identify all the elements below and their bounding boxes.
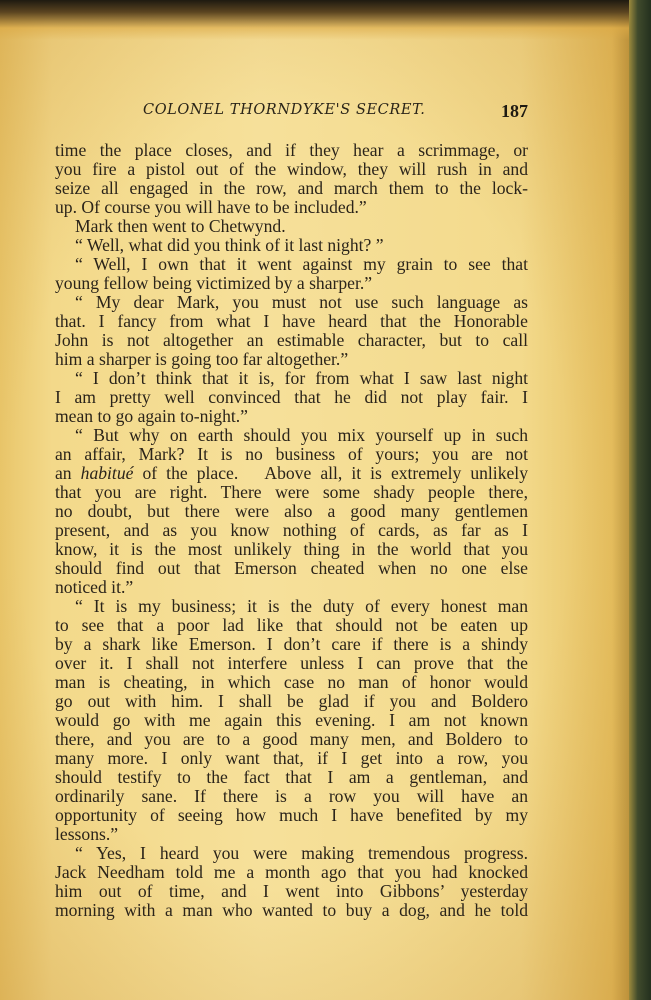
text-line: John is not altogether an estimable character, but to call bbox=[55, 330, 528, 350]
text-fragment: an bbox=[55, 463, 81, 483]
book-binding-edge bbox=[629, 0, 651, 1000]
text-line: “ Well, what did you think of it last night? ” bbox=[75, 235, 384, 255]
text-line: up. Of course you will have to be included.” bbox=[55, 197, 367, 217]
body-text bbox=[55, 141, 528, 920]
page-number: 187 bbox=[501, 101, 528, 121]
text-line: should testify to the fact that I am a gentleman, and bbox=[55, 767, 528, 787]
text-line: young fellow being victimized by a sharper.” bbox=[55, 273, 373, 293]
text-line: him out of time, and I went into Gibbons’ yesterday bbox=[55, 881, 528, 901]
text-line: man is cheating, in which case no man of honor would bbox=[55, 672, 528, 692]
text-line: to see that a poor lad like that should not be eaten up bbox=[55, 615, 528, 635]
text-line: by a shark like Emerson. I don’t care if there is a shindy bbox=[55, 634, 528, 654]
text-line: many more. I only want that, if I get into a row, you bbox=[55, 748, 528, 768]
text-line: should find out that Emerson cheated when no one else bbox=[55, 558, 528, 578]
text-line: Jack Needham told me a month ago that you had knocked bbox=[55, 862, 528, 882]
text-line: “ Well, I own that it went against my grain to see that bbox=[75, 254, 528, 274]
text-line: ordinarily sane. If there is a row you will have an bbox=[55, 786, 528, 806]
text-line: seize all engaged in the row, and march them to the lock- bbox=[55, 178, 528, 198]
running-title: COLONEL THORNDYKE'S SECRET. bbox=[143, 102, 426, 118]
text-line: go out with him. I shall be glad if you and Boldero bbox=[55, 691, 528, 711]
text-line: I am pretty well convinced that he did not play fair. I bbox=[55, 387, 528, 407]
text-line: Mark then went to Chetwynd. bbox=[75, 216, 286, 236]
text-line: opportunity of seeing how much I have benefited by my bbox=[55, 805, 528, 825]
text-line: there, and you are to a good many men, and Boldero to bbox=[55, 729, 528, 749]
text-line: over it. I shall not interfere unless I can prove that the bbox=[55, 653, 528, 673]
text-line: would go with me again this evening. I am not known bbox=[55, 710, 528, 730]
text-line: present, and as you know nothing of cards, as far as I bbox=[55, 520, 528, 540]
text-line: you fire a pistol out of the window, they will rush in and bbox=[55, 159, 528, 179]
text-line: that. I fancy from what I have heard that the Honorable bbox=[55, 311, 528, 331]
text-line: “ My dear Mark, you must not use such language as bbox=[75, 292, 528, 312]
text-line: morning with a man who wanted to buy a dog, and he told bbox=[55, 900, 528, 920]
text-line: time the place closes, and if they hear a scrimmage, or bbox=[55, 140, 528, 160]
text-line: an affair, Mark? It is no business of yours; you are not bbox=[55, 444, 528, 464]
text-line: noticed it.” bbox=[55, 577, 134, 597]
text-line: “ Yes, I heard you were making tremendous progress. bbox=[75, 843, 528, 863]
text-line: “ But why on earth should you mix yourself up in such bbox=[75, 425, 528, 445]
text-line: “ It is my business; it is the duty of every honest man bbox=[75, 596, 528, 616]
running-header bbox=[55, 102, 528, 124]
italic-word: habitué bbox=[80, 463, 134, 483]
text-line: know, it is the most unlikely thing in the world that you bbox=[55, 539, 528, 559]
text-line bbox=[55, 464, 528, 483]
text-line: lessons.” bbox=[55, 824, 119, 844]
text-fragment: of the place. Above all, it is extremely unlikely bbox=[133, 463, 528, 483]
text-line: no doubt, but there were also a good many gentlemen bbox=[55, 501, 528, 521]
text-line: mean to go again to-night.” bbox=[55, 406, 248, 426]
text-line: “ I don’t think that it is, for from what I saw last night bbox=[75, 368, 528, 388]
text-line: that you are right. There were some shady people there, bbox=[55, 482, 528, 502]
top-edge-shadow bbox=[0, 0, 651, 40]
text-line: him a sharper is going too far altogether.” bbox=[55, 349, 349, 369]
